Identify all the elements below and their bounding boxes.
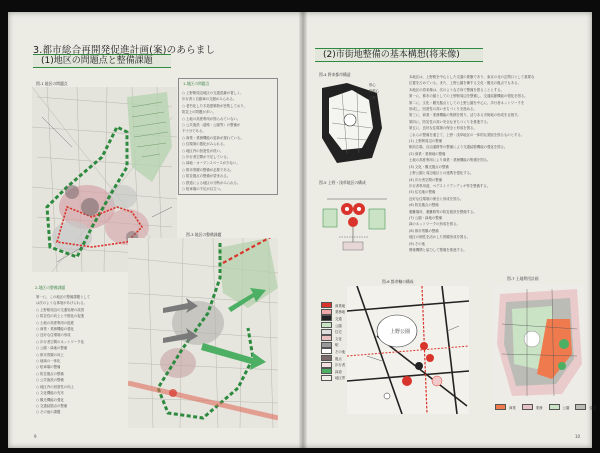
legend-item: 住宅: [321, 328, 345, 335]
legend-item: 公園: [321, 322, 345, 329]
fig7-caption: 図-7 土地利用計画: [507, 276, 539, 281]
legend-item: 商業: [495, 404, 516, 411]
fig6-legend: [321, 302, 345, 381]
issues-body-text: 第一に、この地区の整備課題として は次のような事項があげられる。 ○ 上野駅周辺の交通処理の改善 ○ 防災性の向上と不燃化の促進 ○ 土地の高度利用の促進 ○ 商業・業務機能の強化 ○ 良好な住環境の形成 ○ 歩行者空間のネットワーク化 ○ 公園・緑地の整備 ○ 都市景観の向上 ○ 地域の一体化 ○ 駐車場の整備 ○ 防災拠点の整備 ○ 公共施設の整備 ○ 地区内の回遊性の向上 ○ 文化機能の充実 ○ 観光機能の強化 ○ 交通結節点の整備 ○ その他の課題: [36, 295, 91, 415]
legend-item: 公園: [549, 404, 570, 411]
text-heading: 2.地区の整備課題: [35, 285, 66, 290]
legend-item: その他: [321, 348, 345, 355]
fig1-caption: 図-1 地区の問題点: [36, 81, 68, 86]
subsection-title: (1)地区の問題点と整備課題: [33, 54, 171, 68]
fig5-structure-diagram: [317, 187, 397, 262]
fig6-caption: 図-6 都市軸の構成: [382, 279, 414, 284]
fig5-caption: 図-5 上野・浅草地区の構成: [319, 180, 366, 185]
box-heading: 1.地区の問題点: [183, 81, 210, 86]
fig3-issues-map: [128, 238, 278, 428]
section-title: 3.都市総合再開発促進計画(案)のあらまし: [33, 45, 216, 56]
fig7-landuse-map: [492, 284, 584, 404]
book-gutter: [299, 12, 307, 448]
problem-body-text: ○ 上野駅周辺地区の交通混雑が著しく、 歩行者と自動車の交錯がみられる。 ○ 老朽化した木造建築物が密集しており、 防災上の問題が多い。 ○ 土地の高度利用が図られていない。 ○ 公共施設（道路・公園等）の整備が 不十分である。 ○ 商業・業務機能の更新が遅れている。 ○ 住環境の悪化がみられる。 ○ 地区内の回遊性が低い。 ○ 歩行者空間が不足している。 ○ 緑地・オープンスペースが少ない。 ○ 都市景観の整備が必要である。 ○ 防災拠点の整備が望まれる。 ○ 鉄道による地区の分断がみられる。 ○ 駐車場の不足が目立つ。: [182, 91, 248, 192]
park-label: 上野公園: [390, 329, 411, 335]
fig4-caption: 図-4 将来都市構造: [319, 72, 351, 77]
legend-item: 歩行者: [321, 361, 345, 368]
legend-item: 交通: [321, 315, 345, 322]
open-book: [8, 12, 597, 448]
fig3-caption: 図-3 地区の整備課題: [186, 232, 222, 237]
legend-item: 業務: [522, 404, 543, 411]
legend-item: 駅: [321, 342, 345, 349]
page-number-left: 9: [34, 434, 37, 439]
left-page: [8, 12, 299, 448]
right-page: [307, 12, 597, 448]
legend-item: 商業地: [321, 302, 345, 309]
legend-item: 業務地: [321, 309, 345, 316]
fig6-axis-map: [347, 286, 469, 414]
legend-item: 地区界: [321, 375, 345, 382]
fig7-legend: [495, 404, 596, 411]
legend-item: 拠点: [321, 355, 345, 362]
page-number-right: 10: [575, 434, 581, 439]
fig4-legend-text: 都心 副都心 上野: [369, 83, 380, 100]
legend-item: 緑道: [321, 368, 345, 375]
legend-item: 住宅: [575, 404, 596, 411]
vision-body-text: 本地区は、上野駅を中心とした交通の要衝であり、東京の北の玄関口として重要な 位置を占めている。また、上野公園を擁する文化・観光の拠点でもある。 本地区の将来像は、次のような方向で整備を図ることとする。 第一に、都市の顔としての上野駅周辺を整備し、交通結節機能の強化を図る。 第二に、文化・観光拠点としての上野公園を中心に、歩行者ネットワークを 形成し、回遊性の高いまちづくりを進める。 第三に、商業・業務機能の集積を図り、活力ある市街地の形成を目指す。 第四に、防災性の高い安全なまちづくりを推進する。 第五に、良好な住環境の保全と形成を図る。 これらの整備を通じて、上野・浅草地区の一体的な発展を図るものとする。 (1) 上野駅周辺の整備 駅前広場、自由通路等の整備により交通結節機能の強化を図る。 (2) 商業・業務地の整備 土地の高度利用により商業・業務機能の集積を図る。 (3) 文化・観光拠点の整備 上野公園と周辺地区との連携を強化する。 (4) 歩行者空間の整備 歩行者専用道、ペデストリアンデッキ等を整備する。 (5) 住宅地の整備 良好な住環境の保全と形成を図る。 (6) 防災拠点の整備 避難場所、避難路等の防災施設を整備する。 (7) 公園・緑地の整備 緑のネットワークの形成を図る。 (8) 都市景観の整備 地区の個性を活かした景観形成を図る。 (9) その他 関係機関と協力して整備を推進する。: [409, 75, 535, 252]
right-section-title: (2)市街地整備の基本構想(将来像): [315, 48, 483, 62]
legend-item: 文化: [321, 335, 345, 342]
